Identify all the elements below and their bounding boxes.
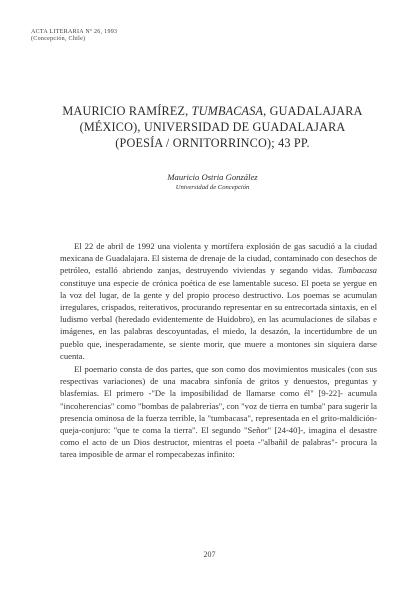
journal-place-line: (Concepción, Chile) [31, 36, 86, 42]
journal-header [31, 29, 117, 43]
paragraph-1 [60, 240, 377, 362]
reviewer-affiliation: Universidad de Concepción [175, 184, 250, 191]
review-title-book: TUMBACASA [191, 104, 264, 118]
review-body [60, 240, 377, 461]
page-number: 207 [203, 550, 216, 559]
paragraph-1-start: El 22 de abril de 1992 una violenta y mortífera explosión de gas sacudió a la ciudad mexicana de Guadalajara. El sistema de drenaje de la ciudad, contaminado con desechos de petróleo, estalló abriendo zanjas, destruyendo viviendas y segando vidas. [60, 241, 377, 276]
paragraph-2: El poemario consta de dos partes, que son como dos movimientos musicales (con sus respectivas variaciones) de una macabra sinfonía de gritos y denuestos, preguntas y blasfemias. El primero -"De la imposibilidad de llamarse como él" [9-22]- acumula "incoherencias" como "bombas de palabrerías", con "voz de tierra en tumba" para sugerir la presencia ominosa de la fuerza terrible, la "tumbacasa", representada en el grito-maldición-queja-conjuro: "que te coma la tierra". El segundo "Señor" [24-40]-, imagina el desastre como el acto de un Dios destructor, mientras el poeta -"albañil de palabras"- procura la tarea imposible de armar el rompecabezas infinito: [60, 364, 377, 460]
reviewer-block [140, 172, 285, 192]
paragraph-1-end: constituye una especie de crónica poética de ese lamentable suceso. El poeta se yergue en la voz del lugar, de la gente y del propio proceso destructivo. Los poemas se acumulan irregulares, crispados, reiterativos, procurando representar en su entrecortada sintaxis, en el ludismo verbal (heredado evidentemente de Huidobro), en las acumulaciones de sílabas e imágenes, en las palabras descoyuntadas, el miedo, la desazón, la incertidumbre de un pueblo que, inesperadamente, se siente morir, que muere a montones sin siquiera darse cuenta. [60, 277, 377, 361]
journal-issue-line: ACTA LITERARIA Nº 26, 1993 [31, 29, 118, 35]
paragraph-1-book-title: Tumbacasa [337, 265, 377, 276]
review-title-author: MAURICIO RAMÍREZ, [62, 104, 192, 118]
reviewer-name: Mauricio Ostria González [167, 172, 258, 182]
review-title-publication: , GUADALAJARA (MÉXICO), UNIVERSIDAD DE GUADALAJARA (POESÍA / ORNITORRINCO); 43 PP. [79, 104, 363, 150]
review-title [60, 103, 365, 151]
